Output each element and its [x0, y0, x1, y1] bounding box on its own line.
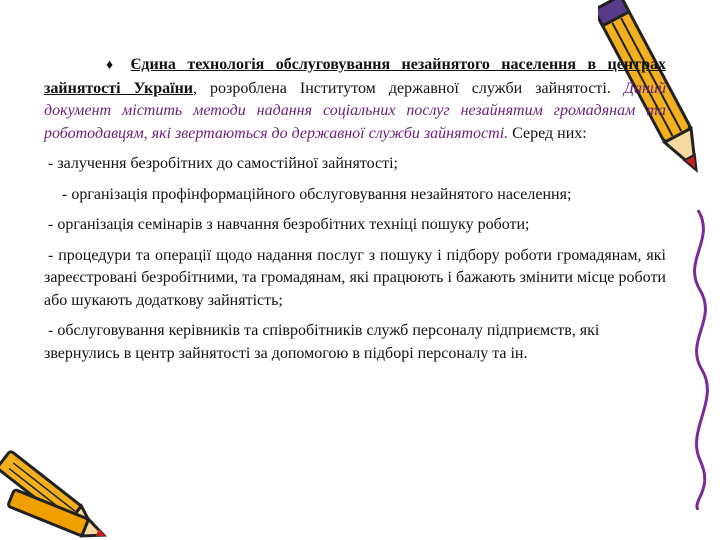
- list-item: - організація семінарів з навчання безробітних техніці пошуку роботи;: [48, 216, 530, 233]
- diamond-bullet-icon: ♦: [106, 58, 121, 73]
- squiggle-line-decoration: [678, 210, 718, 510]
- intro-text-end: Серед них:: [508, 124, 587, 142]
- list-item: - процедури та операції щодо надання послуг з пошуку і підбору роботи громадянам, які зареєстровані безробітними, та громадянам, які працюють і бажають змінити місце роботи або шукають додаткову зайнятість;: [44, 246, 666, 309]
- pencils-clipart-bottom: [0, 448, 120, 540]
- intro-text: , розроблена Інститутом державної служби зайнятості.: [193, 79, 611, 97]
- list-item: - організація профінформаційного обслуговування незайнятого населення;: [62, 185, 572, 203]
- document-body: [44, 54, 666, 373]
- italic-description: Даний документ містить методи надання соціальних послуг незайнятим громадянам та роботодавцям, які звертаються до державної служби зайнятості.: [44, 79, 666, 142]
- intro-paragraph: [44, 54, 666, 145]
- list-item: - залучення безробітних до самостійної зайнятості;: [48, 155, 398, 172]
- technology-title: Єдина технологія обслуговування незайнятого населення в центрах зайнятості України: [44, 56, 666, 97]
- list-item: - обслуговування керівників та співробітників служб персоналу підприємств, які звернулись в центр зайнятості за допомогою в підборі персоналу та ін.: [44, 322, 600, 362]
